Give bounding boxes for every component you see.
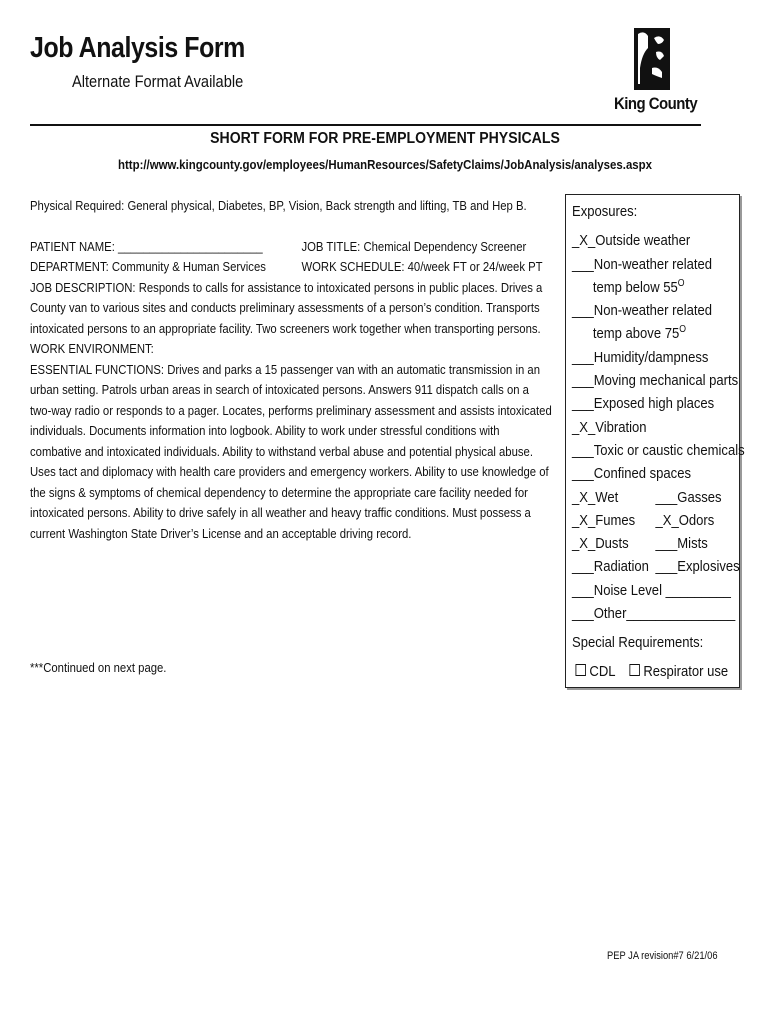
exposure-label: Noise Level _________ [593,581,731,599]
revision-footer: PEP JA revision#7 6/21/06 [607,950,718,962]
form-subtitle: SHORT FORM FOR PRE-EMPLOYMENT PHYSICALS [210,130,560,147]
exposure-label: Wet [595,488,619,506]
exposure-high-places [572,392,737,415]
exposure-nonweather-below-detail [572,276,737,299]
exposure-mark: ___ [655,488,678,506]
exposure-label: Moving mechanical parts [593,372,739,390]
exposure-confined [572,462,737,485]
exposure-mark: _X_ [572,511,596,529]
exposure-label: Gasses [677,488,722,506]
exposure-nonweather-above-detail [572,322,737,345]
exposure-humidity [572,346,737,369]
header-divider [30,124,701,126]
exposure-vibration [572,416,737,439]
exposure-label: Fumes [595,511,636,529]
job-details [30,196,552,544]
exposure-mists [656,532,708,555]
exposure-nonweather-below [572,253,737,276]
exposure-mark: ___ [655,535,678,553]
form-title: Job Analysis Form [30,32,245,64]
department: DEPARTMENT: Community & Human Services [30,259,266,274]
exposure-mark: ___ [572,255,594,273]
exposure-fumes [572,512,635,529]
exposure-dusts [572,535,629,552]
exposure-mark: ___ [572,441,594,459]
exposure-label: Radiation [593,558,649,576]
exposure-detail: temp below 55 [592,278,678,296]
exposure-wet [572,489,618,506]
cdl-checkbox[interactable] [575,664,585,676]
exposure-pair-wet-gasses [572,486,737,509]
exposure-mark: _X_ [572,418,596,436]
exposure-moving-parts [572,369,737,392]
exposure-other [572,602,737,625]
continued-note: ***Continued on next page. [30,660,167,675]
exposure-mark: ___ [572,465,594,483]
exposure-detail: temp above 75 [592,325,680,343]
exposure-label: Odors [678,511,715,529]
exposure-label: Mists [677,535,708,553]
exposure-pair-fumes-odors [572,509,737,532]
exposure-mark: ___ [572,395,594,413]
exposure-label: Other_______________ [593,605,736,623]
exposure-noise-level [572,579,737,602]
physical-required: Physical Required: General physical, Diabetes, BP, Vision, Back strength and lifting, TB and Hep B. [30,198,527,213]
exposure-label: Confined spaces [593,465,691,483]
exposure-label: Explosives [677,558,740,576]
cdl-label: CDL [589,662,616,680]
exposure-label: Non-weather related [593,302,713,320]
exposures-box [565,194,745,688]
job-title: JOB TITLE: Chemical Dependency Screener [301,238,527,254]
logo-wordmark: King County [614,94,698,113]
essential-functions: ESSENTIAL FUNCTIONS: Drives and parks a 15 passenger van with an automatic transmission in an urban setting. Patrols urban areas in search of intoxicated persons. Answers 911 dispatch calls on a two-way radio or responds to a pager. Locates, performs preliminary assessment and assists intoxicated individuals. Documents information into logbook. Ability to work under stressful conditions with combative and intoxicated individuals. Ability to withstand verbal abuse and potential physical abuse. Uses tact and diplomacy with health care providers and emergency workers. Ability to use knowledge of the signs & symptoms of chemical dependency to determine the appropriate care facility needed for intoxicated persons. Ability to drive safely in all weather and heavy traffic conditions. Must possess a current Washington State Driver’s License and an acceptable driving record. [30,361,552,541]
exposure-label: Dusts [595,535,629,553]
exposure-label: Toxic or caustic chemicals [593,441,745,459]
exposure-mark: ___ [572,581,594,599]
special-requirements-heading: Special Requirements: [572,634,704,652]
exposure-mark: ___ [572,348,594,366]
exposure-pair-dusts-mists [572,532,737,555]
row-patient-job [30,237,552,258]
exposure-label: Outside weather [595,232,691,250]
exposure-odors [656,509,715,532]
exposure-label: Non-weather related [593,255,713,273]
special-requirements-options [572,660,737,683]
patient-name-field: PATIENT NAME: _______________________ [30,238,263,254]
form-url: http://www.kingcounty.gov/employees/HumanResources/SafetyClaims/JobAnalysis/analyses.aspx [117,157,653,172]
exposure-mark: ___ [572,605,594,623]
row-department-schedule [30,257,552,278]
degree-mark: O [677,277,685,289]
exposure-mark: ___ [572,302,594,320]
work-environment: WORK ENVIRONMENT: [30,341,154,356]
alternate-format-note: Alternate Format Available [72,72,244,91]
exposure-pair-radiation-explosives [572,555,740,578]
exposure-mark: ___ [572,558,594,576]
exposure-toxic [572,439,745,462]
exposure-gasses [656,486,722,509]
job-description: JOB DESCRIPTION: Responds to calls for assistance to intoxicated persons in public places. Drives a County van to various sites and conducts preliminary assessments of a person’s condition. Transports intoxicated persons to an appropriate facility. Two screeners work together when transporting persons. [30,279,543,336]
exposure-mark: ___ [572,372,594,390]
exposure-mark: _X_ [655,511,679,529]
exposure-mark: _X_ [572,488,596,506]
king-county-logo [612,28,698,120]
exposure-mark: _X_ [572,232,596,250]
work-schedule: WORK SCHEDULE: 40/week FT or 24/week PT [301,259,543,274]
degree-mark: O [679,324,686,336]
exposure-mark: _X_ [572,535,596,553]
exposure-nonweather-above [572,299,737,322]
exposure-label: Vibration [595,418,647,436]
exposure-label: Exposed high places [593,395,715,413]
king-county-logo-icon [634,28,670,90]
exposure-mark: ___ [655,558,678,576]
respirator-label: Respirator use [643,662,729,680]
exposure-label: Humidity/dampness [593,348,709,366]
exposure-radiation [572,558,649,575]
respirator-checkbox[interactable] [629,664,639,676]
exposure-explosives [656,555,740,578]
exposure-outside-weather [572,229,737,252]
exposures-heading: Exposures: [572,203,638,220]
